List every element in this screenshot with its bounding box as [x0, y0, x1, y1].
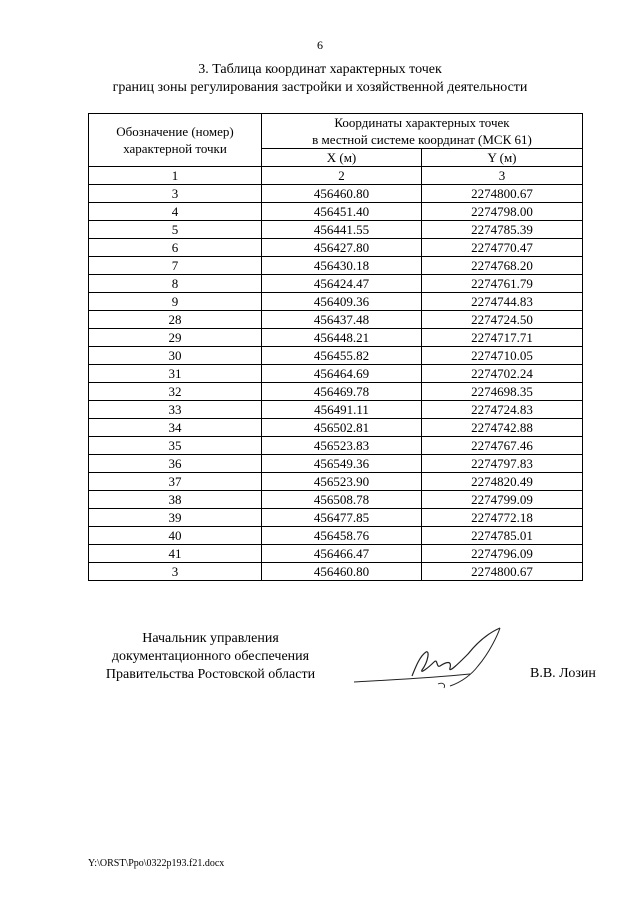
title-line-2: границ зоны регулирования застройки и хозяйственной деятельности: [112, 80, 528, 95]
column-number-2: 2: [262, 167, 422, 185]
x-coordinate-cell: 456508.78: [262, 491, 422, 509]
x-coordinate-cell: 456441.55: [262, 221, 422, 239]
point-number-cell: 5: [89, 221, 262, 239]
signatory-line-2: документационного обеспечения: [111, 649, 310, 664]
y-coordinate-cell: 2274798.00: [422, 203, 583, 221]
table-body: [89, 185, 583, 581]
coordinates-table: [88, 113, 583, 581]
title-line-1: 3. Таблица координат характерных точек: [198, 62, 442, 77]
point-label-line-1: Обозначение (номер): [116, 124, 234, 139]
table-row: [89, 365, 583, 383]
y-coordinate-cell: 2274785.01: [422, 527, 583, 545]
x-coordinate-cell: 456466.47: [262, 545, 422, 563]
y-coordinate-cell: 2274772.18: [422, 509, 583, 527]
x-coordinate-cell: 456460.80: [262, 563, 422, 581]
coords-label-line-2: в местной системе координат (МСК 61): [312, 132, 532, 147]
table-row: [89, 563, 583, 581]
point-number-cell: 39: [89, 509, 262, 527]
point-label-header: [89, 114, 262, 167]
table-row: [89, 491, 583, 509]
y-coordinate-cell: 2274797.83: [422, 455, 583, 473]
point-number-cell: 38: [89, 491, 262, 509]
y-coordinate-cell: 2274770.47: [422, 239, 583, 257]
y-coordinate-cell: 2274785.39: [422, 221, 583, 239]
column-number-3: 3: [422, 167, 583, 185]
x-coordinate-cell: 456455.82: [262, 347, 422, 365]
x-coordinate-cell: 456477.85: [262, 509, 422, 527]
x-coordinate-cell: 456523.90: [262, 473, 422, 491]
point-number-cell: 29: [89, 329, 262, 347]
point-number-cell: 37: [89, 473, 262, 491]
coords-label-header: [262, 114, 583, 149]
table-row: [89, 473, 583, 491]
x-coordinate-cell: 456502.81: [262, 419, 422, 437]
table-row: [89, 347, 583, 365]
x-coordinate-cell: 456460.80: [262, 185, 422, 203]
point-number-cell: 3: [89, 185, 262, 203]
x-coordinate-cell: 456491.11: [262, 401, 422, 419]
table-row: [89, 239, 583, 257]
table-row: [89, 401, 583, 419]
table-row: [89, 527, 583, 545]
point-number-cell: 8: [89, 275, 262, 293]
y-coordinate-cell: 2274724.50: [422, 311, 583, 329]
page-number: 6: [317, 38, 323, 52]
table-row: [89, 419, 583, 437]
table-row: [89, 275, 583, 293]
y-coordinate-cell: 2274820.49: [422, 473, 583, 491]
point-number-cell: 31: [89, 365, 262, 383]
y-coordinate-cell: 2274768.20: [422, 257, 583, 275]
y-coordinate-cell: 2274698.35: [422, 383, 583, 401]
y-coordinate-cell: 2274761.79: [422, 275, 583, 293]
point-number-cell: 30: [89, 347, 262, 365]
table-row: [89, 329, 583, 347]
point-number-cell: 35: [89, 437, 262, 455]
point-number-cell: 32: [89, 383, 262, 401]
x-coordinate-cell: 456469.78: [262, 383, 422, 401]
point-number-cell: 4: [89, 203, 262, 221]
table-row: [89, 455, 583, 473]
y-coordinate-cell: 2274724.83: [422, 401, 583, 419]
point-number-cell: 33: [89, 401, 262, 419]
x-coordinate-cell: 456523.83: [262, 437, 422, 455]
table-header: [89, 114, 583, 185]
y-coordinate-cell: 2274744.83: [422, 293, 583, 311]
point-number-cell: 36: [89, 455, 262, 473]
y-coordinate-cell: 2274796.09: [422, 545, 583, 563]
y-coordinate-cell: 2274710.05: [422, 347, 583, 365]
table-row: [89, 509, 583, 527]
coords-label-line-1: Координаты характерных точек: [334, 115, 510, 130]
y-coordinate-cell: 2274702.24: [422, 365, 583, 383]
table-row: [89, 293, 583, 311]
column-number-1: 1: [89, 167, 262, 185]
point-number-cell: 9: [89, 293, 262, 311]
y-coordinate-cell: 2274799.09: [422, 491, 583, 509]
y-column-header: Y (м): [422, 149, 583, 167]
table-row: [89, 383, 583, 401]
signatory-position: [88, 630, 333, 684]
point-number-cell: 41: [89, 545, 262, 563]
handwritten-signature: [350, 622, 510, 692]
x-coordinate-cell: 456424.47: [262, 275, 422, 293]
footer-file-path: Y:\ORST\Ppo\0322p193.f21.docx: [88, 858, 225, 869]
x-column-header: X (м): [262, 149, 422, 167]
point-number-cell: 3: [89, 563, 262, 581]
signatory-line-1: Начальник управления: [142, 631, 279, 646]
signatory-line-3: Правительства Ростовской области: [105, 667, 316, 682]
x-coordinate-cell: 456409.36: [262, 293, 422, 311]
point-number-cell: 7: [89, 257, 262, 275]
table-row: [89, 257, 583, 275]
point-number-cell: 6: [89, 239, 262, 257]
document-title: [0, 61, 640, 97]
table-row: [89, 203, 583, 221]
table-row: [89, 437, 583, 455]
x-coordinate-cell: 456448.21: [262, 329, 422, 347]
y-coordinate-cell: 2274767.46: [422, 437, 583, 455]
y-coordinate-cell: 2274742.88: [422, 419, 583, 437]
y-coordinate-cell: 2274717.71: [422, 329, 583, 347]
x-coordinate-cell: 456464.69: [262, 365, 422, 383]
point-number-cell: 40: [89, 527, 262, 545]
x-coordinate-cell: 456451.40: [262, 203, 422, 221]
x-coordinate-cell: 456427.80: [262, 239, 422, 257]
table-row: [89, 185, 583, 203]
x-coordinate-cell: 456549.36: [262, 455, 422, 473]
signatory-name: В.В. Лозин: [530, 666, 596, 681]
x-coordinate-cell: 456430.18: [262, 257, 422, 275]
table-row: [89, 221, 583, 239]
x-coordinate-cell: 456437.48: [262, 311, 422, 329]
y-coordinate-cell: 2274800.67: [422, 563, 583, 581]
y-coordinate-cell: 2274800.67: [422, 185, 583, 203]
table-row: [89, 311, 583, 329]
point-number-cell: 34: [89, 419, 262, 437]
point-number-cell: 28: [89, 311, 262, 329]
table-row: [89, 545, 583, 563]
point-label-line-2: характерной точки: [123, 141, 227, 156]
x-coordinate-cell: 456458.76: [262, 527, 422, 545]
